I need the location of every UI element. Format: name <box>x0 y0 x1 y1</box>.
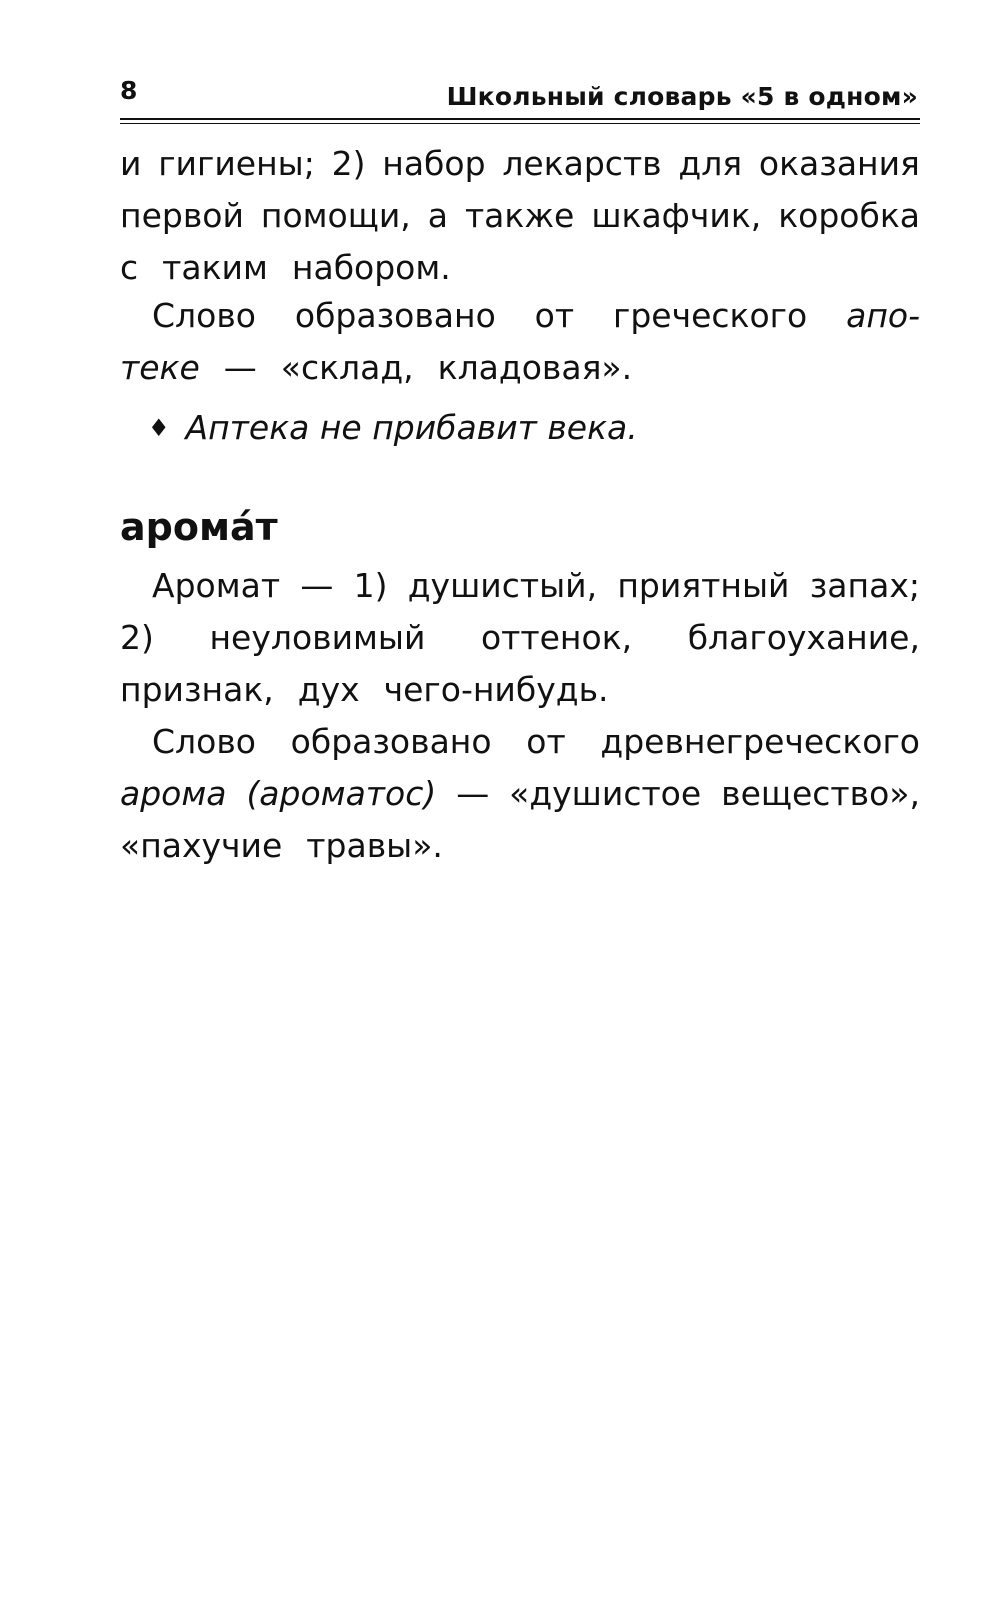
word: лекарств <box>502 144 662 183</box>
header-rule <box>120 118 920 120</box>
text-line <box>120 612 920 664</box>
word: от <box>534 296 575 335</box>
word: — <box>300 566 334 605</box>
word: с <box>120 248 139 287</box>
etymon-word: (ароматос) <box>246 774 437 813</box>
word: образовано <box>290 722 492 761</box>
word: для <box>678 144 743 183</box>
word: гигиены; <box>158 144 315 183</box>
text-line <box>120 290 920 342</box>
text-line <box>120 190 920 242</box>
page-header <box>120 70 920 110</box>
word: таким <box>162 248 268 287</box>
word: травы». <box>306 826 443 865</box>
word: «склад, <box>280 348 414 387</box>
word: 2) <box>331 144 366 183</box>
etymon-word: арома <box>120 774 227 813</box>
proverb-text: Аптека не прибавит века. <box>185 408 638 447</box>
word: Слово <box>152 296 256 335</box>
word: набором. <box>291 248 451 287</box>
word: оказания <box>758 144 920 183</box>
word: оттенок, <box>480 618 633 657</box>
running-title: Школьный словарь «5 в одном» <box>446 82 918 111</box>
text-line <box>120 664 920 716</box>
word: чего-нибудь. <box>383 670 609 709</box>
text-line <box>120 138 920 190</box>
word: и <box>120 144 142 183</box>
word: набор <box>382 144 486 183</box>
text-line <box>120 820 920 872</box>
word: коробка <box>778 196 920 235</box>
word: Аромат <box>152 566 281 605</box>
word: — <box>223 348 257 387</box>
diamond-bullet-icon: ♦ <box>148 414 170 442</box>
word: душистый, <box>407 566 598 605</box>
word: помощи, <box>260 196 411 235</box>
text-line <box>120 768 920 820</box>
word: древнегреческого <box>600 722 920 761</box>
proverb <box>148 402 638 454</box>
text-line <box>120 716 920 768</box>
text-line <box>120 342 920 394</box>
word: запах; <box>809 566 920 605</box>
word: признак, <box>120 670 274 709</box>
word: — <box>456 774 490 813</box>
word: греческого <box>613 296 808 335</box>
entry-headword: аромáт <box>120 505 278 549</box>
word: первой <box>120 196 244 235</box>
word: благоухание, <box>687 618 920 657</box>
word: Слово <box>152 722 256 761</box>
text-line <box>120 242 920 294</box>
entry-definition <box>120 560 920 716</box>
word: кладовая». <box>437 348 633 387</box>
entry-etymology <box>120 716 920 872</box>
word: 2) <box>120 618 154 657</box>
word: «пахучие <box>120 826 283 865</box>
word: от <box>526 722 566 761</box>
word: образовано <box>294 296 496 335</box>
previous-entry-definition <box>120 138 920 294</box>
word: дух <box>297 670 360 709</box>
text-line <box>120 560 920 612</box>
word: «душистое <box>509 774 702 813</box>
word: неуловимый <box>209 618 426 657</box>
word: также <box>464 196 575 235</box>
previous-entry-etymology <box>120 290 920 394</box>
page-number: 8 <box>120 76 138 105</box>
header-rule-thin <box>120 123 920 124</box>
word: шкафчик, <box>591 196 762 235</box>
etymon-word: апо- <box>846 296 920 335</box>
word: вещество», <box>721 774 920 813</box>
word: а <box>427 196 448 235</box>
word: приятный <box>617 566 790 605</box>
word: 1) <box>353 566 388 605</box>
etymon-word: теке <box>120 348 200 387</box>
